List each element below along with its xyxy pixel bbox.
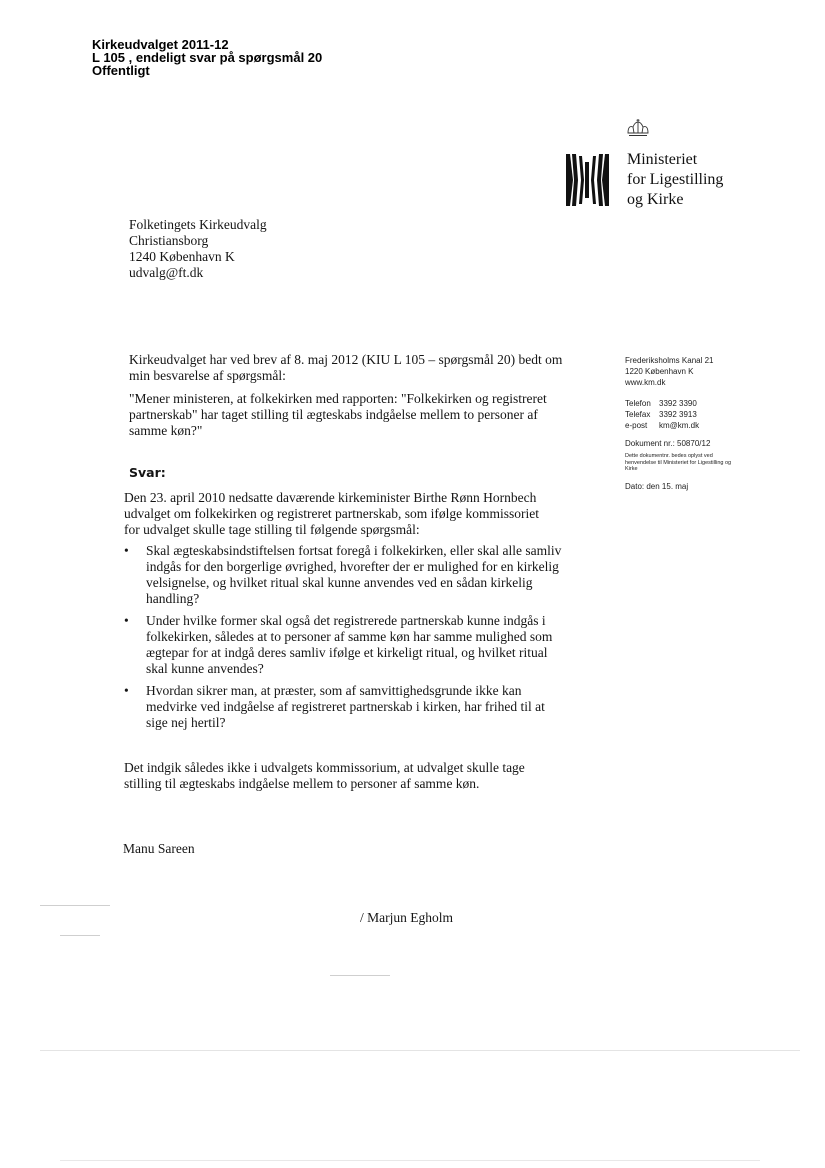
answer-paragraph: Den 23. april 2010 nedsatte daværende kirkeminister Birthe Rønn Hornbech udvalget om folkekirken og registreret partnerskab, som ifølge kommissoriet for udvalget skulle tage stilling til følgende spørgsmål: [124, 490, 540, 537]
header-classification: Offentligt [92, 63, 150, 78]
recipient-line: 1240 København K [129, 249, 235, 264]
sender-email: e-post km@km.dk [625, 421, 700, 430]
letter-date: Dato: den 15. maj [625, 481, 689, 491]
document-number: Dokument nr.: 50870/12 [625, 439, 711, 448]
reference-note: Dette dokumentnr. bedes oplyst ved henvendelse til Ministeriet for Ligestilling og Kirke [625, 453, 732, 472]
scan-artifact [60, 935, 100, 936]
list-item [124, 683, 569, 731]
sender-address-line: Frederiksholms Kanal 21 [625, 356, 714, 365]
bullet-icon: • [124, 543, 129, 558]
minister-signature: Manu Sareen [123, 841, 195, 856]
ministry-name-line: Ministeriet [627, 151, 698, 168]
scan-artifact [40, 1050, 800, 1051]
recipient-line: Christiansborg [129, 233, 209, 248]
bullet-icon: • [124, 683, 129, 698]
sender-fax: Telefax 3392 3913 [625, 410, 697, 419]
answer-heading: Svar: [129, 465, 166, 480]
clerk-signature: / Marjun Egholm [360, 910, 453, 925]
bullet-icon: • [124, 613, 129, 628]
commission-questions-list [124, 543, 569, 737]
ministry-logo-icon [565, 152, 610, 208]
ministry-name-line: og Kirke [627, 191, 684, 208]
scan-artifact [330, 975, 390, 976]
header-committee: Kirkeudvalget 2011-12 [92, 37, 229, 52]
scan-artifact [40, 905, 110, 906]
letter-intro: Kirkeudvalget har ved brev af 8. maj 2012 (KIU L 105 – spørgsmål 20) bedt om min besvarelse af spørgsmål: [129, 352, 563, 383]
sender-contact-block [625, 355, 733, 492]
sender-address-line: 1220 København K [625, 367, 694, 376]
list-item-text: Skal ægteskabsindstiftelsen fortsat foregå i folkekirken, eller skal alle samliv indgås for den borgerlige øvrighed, hvorefter der er mulighed for en kirkelig velsignelse, og hvilket ritual skal kunne anvendes ved en sådan kirkelig handling? [146, 543, 562, 606]
list-item [124, 613, 569, 677]
header-reference: L 105 , endeligt svar på spørgsmål 20 [92, 50, 323, 65]
scan-artifact [60, 1160, 760, 1161]
recipient-email: udvalg@ft.dk [129, 265, 204, 280]
ministry-name-line: for Ligestilling [627, 171, 724, 188]
recipient-address [129, 217, 267, 281]
crown-icon [625, 118, 651, 138]
recipient-line: Folketingets Kirkeudvalg [129, 217, 267, 232]
document-header [92, 38, 322, 77]
list-item [124, 543, 569, 607]
sender-website: www.km.dk [625, 378, 666, 387]
list-item-text: Hvordan sikrer man, at præster, som af samvittighedsgrunde ikke kan medvirke ved indgåelse af registreret partnerskab i kirken, har frihed til at sige nej hertil? [146, 683, 545, 730]
ministry-name [627, 150, 723, 210]
list-item-text: Under hvilke former skal også det registrerede partnerskab kunne indgås i folkekirken, således at to personer af samme køn har samme mulighed som ægtepar for at indgå deres samliv ifølge et kirkeligt ritual, og hvilket ritual skal kunne anvendes? [146, 613, 553, 676]
question-quote: "Mener ministeren, at folkekirken med rapporten: "Folkekirken og registreret partnerskab" har taget stilling til ægteskabs indgåelse mellem to personer af samme køn?" [129, 391, 547, 438]
conclusion-paragraph: Det indgik således ikke i udvalgets kommissorium, at udvalget skulle tage stilling til ægteskabs indgåelse mellem to personer af samme køn. [124, 760, 525, 791]
sender-phone: Telefon 3392 3390 [625, 399, 697, 408]
